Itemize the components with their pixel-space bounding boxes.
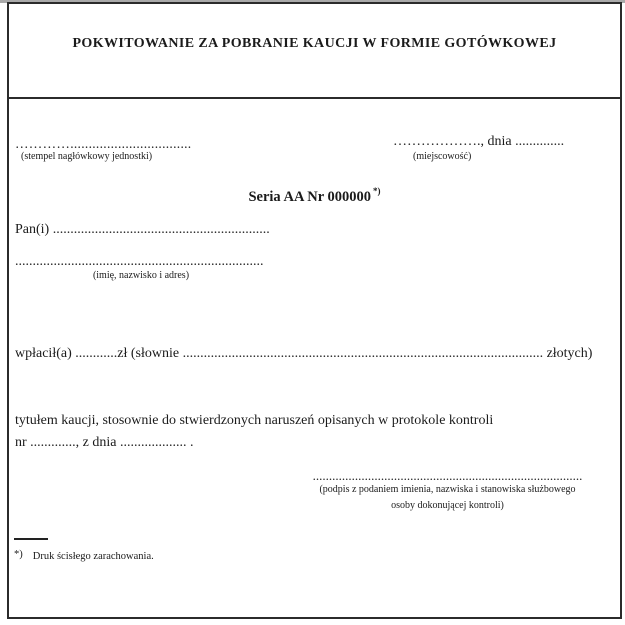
signature-dotted-line: ................................................................................... <box>312 468 583 483</box>
seria-footnote-mark: *) <box>373 186 381 196</box>
seria-number-text: Seria AA Nr 000000 <box>248 189 372 205</box>
amount-line: wpłacił(a) ............zł (słownie ....................................................................................................... złotych) <box>15 346 593 361</box>
place-label: (miejscowość) <box>413 151 472 162</box>
signature-label-line-1: (podpis z podaniem imienia, nazwiska i stanowiska służbowego <box>319 484 576 495</box>
form-border-box <box>7 2 622 619</box>
footnote-row <box>14 551 154 562</box>
footnote-text: Druk ścisłego zarachowania. <box>32 551 154 562</box>
title-divider <box>9 97 620 99</box>
footnote-divider <box>14 538 48 540</box>
form-title: POKWITOWANIE ZA POBRANIE KAUCJI W FORMIE GOTÓWKOWEJ <box>72 36 557 51</box>
reason-line-1: tytułem kaucji, stosownie do stwierdzonych naruszeń opisanych w protokole kontroli <box>15 413 494 428</box>
reason-line-2: nr ............., z dnia ................... . <box>15 435 194 450</box>
footnote-mark: *) <box>14 549 23 560</box>
payer-address-dotted-line: ....................................................................... <box>15 254 264 269</box>
stamp-dotted-line: …………................................. <box>15 136 192 151</box>
stamp-label: (stempel nagłówkowy jednostki) <box>21 151 153 162</box>
seria-number-line <box>9 186 620 206</box>
payer-name-line: Pan(i) .............................................................. <box>15 222 270 237</box>
payer-address-label: (imię, nazwisko i adres) <box>92 270 190 281</box>
signature-label-line-2: osoby dokonującej kontroli) <box>391 500 504 511</box>
place-date-line: ………………., dnia .............. <box>393 134 565 149</box>
